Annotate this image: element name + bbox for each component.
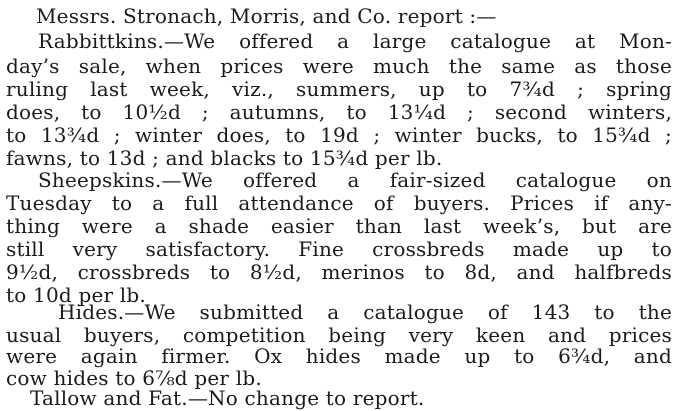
hides-line-2: usual buyers, competition being very keen and prices: [6, 323, 672, 347]
hides-line-4: cow hides to 6⅞d per lb.: [6, 366, 262, 390]
sheepskins-line-1: Sheepskins.—We offered a fair-sized catalogue on: [38, 168, 672, 192]
rabbitskins-line-1: Rabbittkins.—We offered a large catalogue at Mon-: [38, 29, 672, 53]
rabbitskins-line-3: ruling last week, viz., summers, up to 7¾d ; spring: [6, 77, 672, 101]
sheepskins-line-3: thing were a shade easier than last week’s, but are: [6, 214, 672, 238]
hides-line-1: Hides.—We submitted a catalogue of 143 to the: [58, 300, 672, 324]
rabbitskins-line-6: fawns, to 13d ; and blacks to 15¾d per lb.: [6, 146, 443, 170]
rabbitskins-line-2: day’s sale, when prices were much the same as those: [6, 54, 672, 78]
sheepskins-line-5: 9½d, crossbreds to 8½d, merinos to 8d, and halfbreds: [6, 260, 672, 284]
hides-line-3: were again firmer. Ox hides made up to 6¾d, and: [6, 344, 672, 368]
sheepskins-line-4: still very satisfactory. Fine crossbreds made up to: [6, 237, 672, 261]
tallow-line: Tallow and Fat.—No change to report.: [30, 386, 425, 410]
sheepskins-line-6: to 10d per lb.: [6, 283, 146, 307]
report-heading: Messrs. Stronach, Morris, and Co. report :—: [36, 4, 497, 28]
sheepskins-line-2: Tuesday to a full attendance of buyers. Prices if any-: [6, 191, 672, 215]
rabbitskins-line-5: to 13¾d ; winter does, to 19d ; winter bucks, to 15¾d ;: [6, 123, 672, 147]
rabbitskins-line-4: does, to 10½d ; autumns, to 13¼d ; second winters,: [6, 100, 672, 124]
